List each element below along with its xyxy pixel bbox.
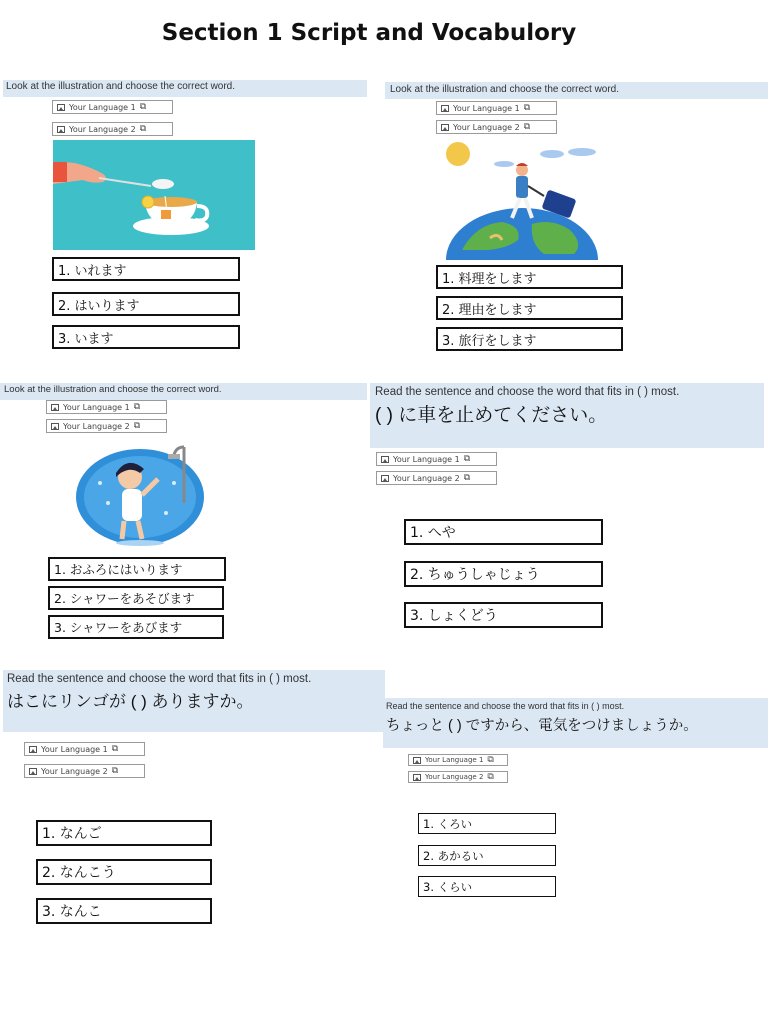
image-icon: [413, 774, 421, 781]
option-3[interactable]: 3. シャワーをあびます: [48, 615, 224, 639]
option-3[interactable]: 3. くらい: [418, 876, 556, 897]
option-3[interactable]: 3. 旅行をします: [436, 327, 623, 351]
your-language-1-link[interactable]: [408, 754, 508, 766]
page-title: Section 1 Script and Vocabulory: [161, 20, 577, 46]
image-icon: [441, 105, 449, 112]
lang-label: Your Language 1: [425, 756, 484, 764]
lang-label: Your Language 2: [41, 766, 108, 776]
instruction-bar: [370, 383, 764, 448]
question-sentence: ちょっと ( ) ですから、電気をつけましょうか。: [386, 718, 698, 734]
your-language-1-link[interactable]: [436, 101, 557, 115]
external-link-icon: ⧉: [487, 772, 494, 782]
instruction-text: Look at the illustration and choose the correct word.: [6, 81, 236, 92]
instruction-bar: [3, 670, 385, 732]
image-icon: [29, 746, 37, 753]
image-icon: [57, 126, 65, 133]
external-link-icon: ⧉: [139, 102, 147, 112]
instruction-bar: [0, 383, 367, 400]
your-language-1-link[interactable]: [46, 400, 167, 414]
your-language-2-link[interactable]: [436, 120, 557, 134]
option-3[interactable]: 3. います: [52, 325, 240, 349]
instruction-text: Read the sentence and choose the word that fits in ( ) most.: [375, 386, 680, 398]
your-language-2-link[interactable]: [24, 764, 145, 778]
external-link-icon: ⧉: [523, 122, 531, 132]
image-icon: [441, 124, 449, 131]
external-link-icon: ⧉: [523, 103, 531, 113]
option-1[interactable]: 1. へや: [404, 519, 603, 545]
external-link-icon: ⧉: [463, 454, 471, 464]
lang-label: Your Language 1: [41, 744, 108, 754]
external-link-icon: ⧉: [111, 744, 119, 754]
option-2[interactable]: 2. はいります: [52, 292, 240, 316]
external-link-icon: ⧉: [133, 402, 141, 412]
instruction-bar: [383, 698, 768, 748]
your-language-2-link[interactable]: [376, 471, 497, 485]
option-2[interactable]: 2. なんこう: [36, 859, 212, 885]
your-language-2-link[interactable]: [46, 419, 167, 433]
option-1[interactable]: 1. いれます: [52, 257, 240, 281]
option-2[interactable]: 2. ちゅうしゃじょう: [404, 561, 603, 587]
option-1[interactable]: 1. 料理をします: [436, 265, 623, 289]
option-3[interactable]: 3. しょくどう: [404, 602, 603, 628]
travel-illustration: [432, 138, 610, 260]
image-icon: [413, 757, 421, 764]
option-2[interactable]: 2. 理由をします: [436, 296, 623, 320]
image-icon: [29, 768, 37, 775]
your-language-1-link[interactable]: [376, 452, 497, 466]
tea-illustration: [53, 140, 255, 250]
instruction-text: Read the sentence and choose the word that fits in ( ) most.: [7, 673, 312, 685]
your-language-1-link[interactable]: [24, 742, 145, 756]
external-link-icon: ⧉: [111, 766, 119, 776]
option-3[interactable]: 3. なんこ: [36, 898, 212, 924]
option-1[interactable]: 1. おふろにはいります: [48, 557, 226, 581]
image-icon: [381, 475, 389, 482]
lang-label: Your Language 1: [453, 103, 520, 113]
shower-illustration: [74, 443, 208, 547]
your-language-2-link[interactable]: [52, 122, 173, 136]
option-1[interactable]: 1. くろい: [418, 813, 556, 834]
instruction-bar: [3, 80, 367, 97]
image-icon: [381, 456, 389, 463]
lang-label: Your Language 2: [425, 773, 484, 781]
lang-label: Your Language 2: [63, 421, 130, 431]
external-link-icon: ⧉: [487, 755, 494, 765]
option-1[interactable]: 1. なんご: [36, 820, 212, 846]
lang-label: Your Language 1: [63, 402, 130, 412]
lang-label: Your Language 1: [393, 454, 460, 464]
option-2[interactable]: 2. あかるい: [418, 845, 556, 866]
lang-label: Your Language 2: [453, 122, 520, 132]
instruction-text: Look at the illustration and choose the correct word.: [4, 384, 222, 395]
external-link-icon: ⧉: [133, 421, 141, 431]
instruction-text: Look at the illustration and choose the correct word.: [390, 84, 620, 95]
image-icon: [57, 104, 65, 111]
external-link-icon: ⧉: [463, 473, 471, 483]
image-icon: [51, 423, 59, 430]
image-icon: [51, 404, 59, 411]
your-language-2-link[interactable]: [408, 771, 508, 783]
instruction-text: Read the sentence and choose the word that fits in ( ) most.: [386, 701, 625, 711]
lang-label: Your Language 2: [393, 473, 460, 483]
external-link-icon: ⧉: [139, 124, 147, 134]
lang-label: Your Language 1: [69, 102, 136, 112]
lang-label: Your Language 2: [69, 124, 136, 134]
instruction-bar: [385, 82, 768, 99]
question-sentence: ( ) に車を止めてください。: [375, 405, 608, 426]
option-2[interactable]: 2. シャワーをあそびます: [48, 586, 224, 610]
question-sentence: はこにリンゴが ( ) ありますか。: [7, 692, 254, 711]
your-language-1-link[interactable]: [52, 100, 173, 114]
